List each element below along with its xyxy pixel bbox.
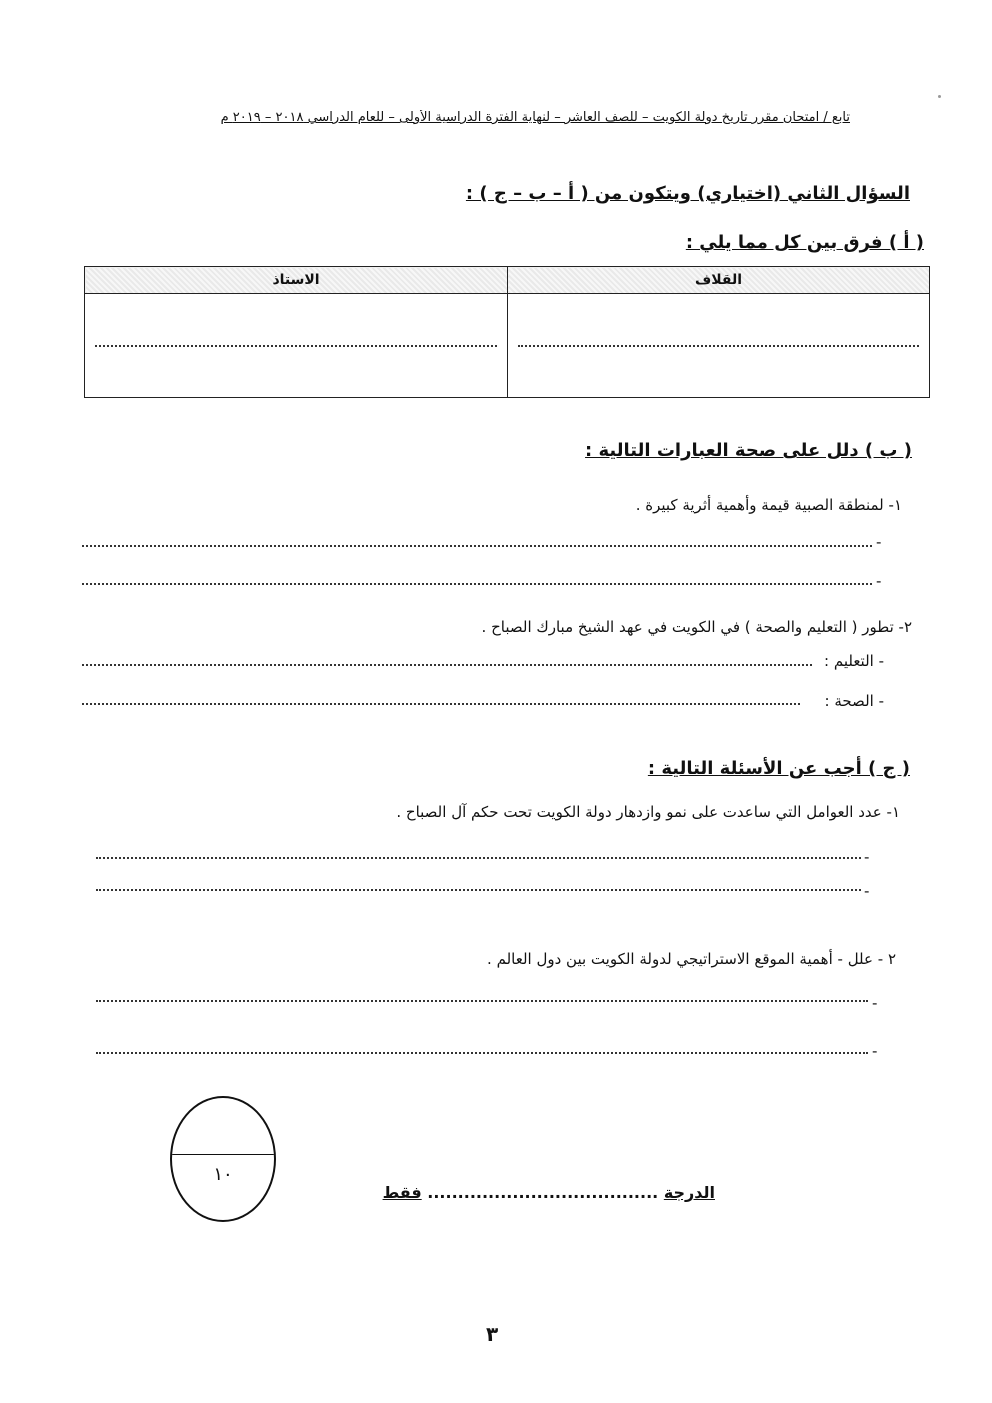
- table-header-qallaf: القلاف: [508, 267, 930, 294]
- answer-dots: [95, 345, 497, 347]
- difference-table: [84, 266, 930, 398]
- section-c-title: [648, 758, 910, 779]
- section-a-title-text: ( أ ) فرق بين كل مما يلي :: [685, 232, 924, 253]
- grade-line: [320, 1183, 715, 1202]
- answer-line[interactable]: [82, 545, 872, 547]
- score-circle: [170, 1096, 276, 1222]
- answer-cell-qallaf[interactable]: [508, 294, 930, 398]
- answer-line[interactable]: [82, 664, 812, 666]
- question-2-title-text: السؤال الثاني (اختياري) ويتكون من ( أ – ب – ج ) :: [465, 183, 910, 204]
- answer-line[interactable]: [96, 889, 861, 891]
- section-b-title-text: ( ب ) دلل على صحة العبارات التالية :: [585, 440, 912, 461]
- grade-dots[interactable]: ......................................: [427, 1183, 659, 1202]
- answer-dots: [518, 345, 919, 347]
- dash-marker: -: [876, 533, 882, 551]
- section-c-item-1: ١- عدد العوامل التي ساعدت على نمو وازدهار دولة الكويت تحت حكم آل الصباح .: [396, 803, 900, 821]
- dash-marker: -: [864, 848, 870, 866]
- section-b-title: [585, 440, 912, 461]
- grade-suffix: فقط: [382, 1183, 422, 1202]
- section-b-item-1: ١- لمنطقة الصبية قيمة وأهمية أثرية كبيرة .: [635, 496, 902, 514]
- answer-line[interactable]: [82, 703, 800, 705]
- section-c-item-2: ٢ - علل - أهمية الموقع الاستراتيجي لدولة الكويت بين دول العالم .: [487, 950, 896, 968]
- section-a-title: [686, 232, 924, 253]
- dash-marker: -: [864, 882, 870, 900]
- dash-marker: -: [876, 572, 882, 590]
- dash-marker: -: [872, 994, 878, 1012]
- answer-line[interactable]: [96, 1000, 868, 1002]
- section-b-item-2: ٢- تطور ( التعليم والصحة ) في الكويت في عهد الشيخ مبارك الصباح .: [481, 618, 912, 636]
- dash-marker: -: [872, 1042, 878, 1060]
- page-number: ٣: [486, 1322, 499, 1346]
- exam-header: تابع / امتحان مقرر تاريخ دولة الكويت – للصف العاشر – لنهاية الفترة الدراسية الأولى – للعام الدراسي ٢٠١٨ – ٢٠١٩ م: [220, 110, 850, 125]
- answer-line[interactable]: [96, 1052, 868, 1054]
- grade-label: الدرجة: [663, 1183, 715, 1202]
- education-label: - التعليم :: [824, 652, 884, 670]
- table-header-ustaz: الاستاذ: [85, 267, 508, 294]
- score-divider: [172, 1154, 274, 1155]
- question-2-title: [466, 183, 910, 204]
- health-label: - الصحة :: [824, 692, 884, 710]
- scan-speck: [938, 95, 941, 98]
- section-c-title-text: ( ج ) أجب عن الأسئلة التالية :: [647, 758, 910, 779]
- answer-cell-ustaz[interactable]: [85, 294, 508, 398]
- answer-line[interactable]: [96, 857, 861, 859]
- answer-line[interactable]: [82, 583, 872, 585]
- max-score: ١٠: [213, 1164, 233, 1185]
